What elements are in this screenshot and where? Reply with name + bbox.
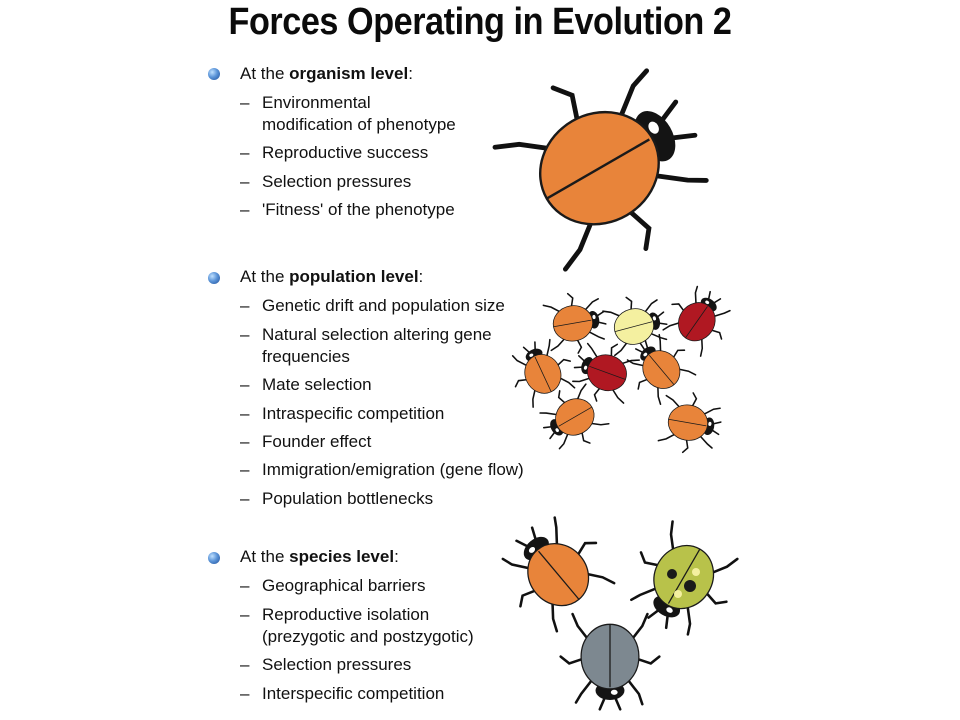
heading-prefix: At the [240, 547, 290, 566]
dash: – [240, 684, 250, 703]
dash: – [240, 93, 250, 112]
item-text: modification of phenotype [262, 115, 456, 134]
item-text: Genetic drift and population size [262, 296, 505, 315]
item-text: Population bottlenecks [262, 489, 434, 508]
heading-bold: organism level [289, 64, 409, 83]
item-text: (prezygotic and postzygotic) [262, 627, 474, 646]
item-text: Environmental [262, 93, 371, 112]
heading-bold: population level [289, 267, 419, 286]
dash: – [240, 432, 250, 451]
dash: – [240, 172, 250, 191]
heading-bold: species level [289, 547, 395, 566]
item-text: Founder effect [262, 432, 372, 451]
heading-suffix: : [394, 547, 399, 566]
dash: – [240, 200, 250, 219]
item-text: Geographical barriers [262, 576, 426, 595]
item-text: Intraspecific competition [262, 404, 445, 423]
dash: – [240, 325, 250, 344]
beetle-orange-icon [657, 388, 725, 458]
dash: – [240, 576, 250, 595]
beetle-orange-icon [487, 503, 624, 639]
heading-prefix: At the [240, 267, 290, 286]
beetle-grey-icon [561, 614, 660, 709]
dash: – [240, 404, 250, 423]
dash: – [240, 296, 250, 315]
page-title: Forces Operating in Evolution 2 [228, 1, 732, 43]
heading-suffix: : [418, 267, 424, 286]
item-text: Mate selection [262, 375, 372, 394]
item-text: Selection pressures [262, 655, 412, 674]
beetle-orange-icon [502, 332, 581, 410]
item-text: Interspecific competition [262, 684, 445, 703]
dash: – [240, 605, 250, 624]
dash: – [240, 460, 250, 479]
dash: – [240, 143, 250, 162]
dash: – [240, 375, 250, 394]
item-text: Selection pressures [262, 172, 412, 191]
dash: – [240, 489, 250, 508]
beetle-red-icon [657, 278, 740, 360]
item-text: 'Fitness' of the phenotype [262, 200, 455, 219]
item-text: Reproductive isolation [262, 605, 430, 624]
beetle-large-icon [484, 38, 732, 288]
beetle-patterned-icon [615, 516, 748, 648]
item-text: Reproductive success [262, 143, 429, 162]
item-text: Natural selection altering gene [262, 325, 492, 344]
item-text: frequencies [262, 347, 350, 366]
heading-suffix: : [408, 64, 413, 83]
beetle-orange-icon [542, 288, 610, 358]
heading-prefix: At the [240, 64, 290, 83]
dash: – [240, 655, 250, 674]
item-text: Immigration/emigration (gene flow) [262, 460, 524, 479]
